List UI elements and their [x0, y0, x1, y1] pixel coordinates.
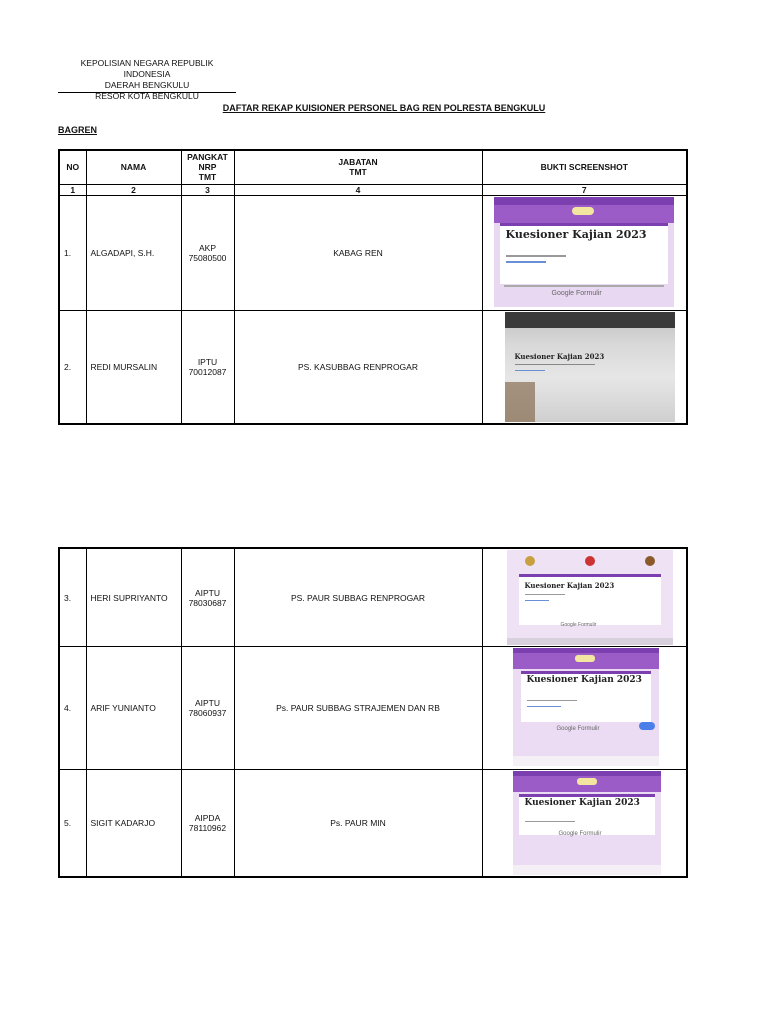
screenshot-form-title: Kuesioner Kajian 2023 [526, 675, 642, 685]
table-header-row [59, 150, 687, 184]
screenshot-form-title: Kuesioner Kajian 2023 [505, 227, 647, 241]
table-row [59, 195, 687, 310]
screenshot-brand: Google Formulir [556, 726, 600, 732]
row-screenshot-cell [482, 548, 687, 647]
row-screenshot-cell [482, 647, 687, 770]
row-jabatan: Ps. PAUR SUBBAG STRAJEMEN DAN RB [234, 647, 482, 770]
header-bukti: BUKTI SCREENSHOT [482, 150, 687, 184]
header-nama: NAMA [86, 150, 181, 184]
header-no: NO [59, 150, 86, 184]
row-pangkat-nrp: AKP 75080500 [181, 195, 234, 310]
document-title: DAFTAR REKAP KUISIONER PERSONEL BAG REN POLRESTA BENGKULU [222, 103, 546, 113]
row-nama: REDI MURSALIN [86, 310, 181, 424]
row-nama: HERI SUPRIYANTO [86, 548, 181, 647]
header-pangkat-nrp-tmt: PANGKAT NRP TMT [181, 150, 234, 184]
screenshot-image [483, 311, 687, 423]
screenshot-brand: Google Formulir [551, 289, 602, 297]
row-nama: ARIF YUNIANTO [86, 647, 181, 770]
col-number: 7 [482, 184, 687, 195]
row-no: 3. [59, 548, 86, 647]
col-number: 3 [181, 184, 234, 195]
row-nama: SIGIT KADARJO [86, 770, 181, 878]
row-screenshot-cell [482, 195, 687, 310]
header-jabatan-tmt: JABATAN TMT [234, 150, 482, 184]
row-pangkat-nrp: AIPTU 78030687 [181, 548, 234, 647]
org-resort: RESOR KOTA BENGKULU [95, 91, 199, 101]
screenshot-brand: Google Formulir [560, 622, 597, 628]
column-number-row [59, 184, 687, 195]
row-screenshot-cell [482, 770, 687, 878]
col-number: 2 [86, 184, 181, 195]
row-nama: ALGADAPI, S.H. [86, 195, 181, 310]
recap-table-page1 [58, 149, 688, 425]
table-row [59, 310, 687, 424]
screenshot-image [483, 770, 687, 876]
screenshot-image [483, 647, 687, 769]
org-region: DAERAH BENGKULU [104, 80, 190, 90]
recap-table-page2 [58, 547, 688, 878]
row-pangkat-nrp: AIPTU 78060937 [181, 647, 234, 770]
letterhead [58, 58, 236, 102]
table-row [59, 647, 687, 770]
screenshot-brand: Google Formulir [558, 831, 602, 837]
row-jabatan: Ps. PAUR MIN [234, 770, 482, 878]
row-pangkat-nrp: IPTU 70012087 [181, 310, 234, 424]
col-number: 1 [59, 184, 86, 195]
row-pangkat-nrp: AIPDA 78110962 [181, 770, 234, 878]
screenshot-form-title: Kuesioner Kajian 2023 [524, 798, 640, 808]
row-jabatan: PS. KASUBBAG RENPROGAR [234, 310, 482, 424]
row-no: 2. [59, 310, 86, 424]
screenshot-image [483, 196, 687, 310]
table-row [59, 548, 687, 647]
screenshot-form-title: Kuesioner Kajian 2023 [524, 581, 615, 590]
letterhead-underline [58, 92, 236, 93]
screenshot-form-title: Kuesioner Kajian 2023 [514, 351, 605, 361]
row-jabatan: PS. PAUR SUBBAG RENPROGAR [234, 548, 482, 647]
row-no: 1. [59, 195, 86, 310]
screenshot-image [483, 549, 687, 646]
org-name: KEPOLISIAN NEGARA REPUBLIK INDONESIA [80, 58, 214, 79]
col-number: 4 [234, 184, 482, 195]
table-row [59, 770, 687, 878]
row-screenshot-cell [482, 310, 687, 424]
unit-label: BAGREN [58, 125, 98, 135]
row-jabatan: KABAG REN [234, 195, 482, 310]
row-no: 4. [59, 647, 86, 770]
row-no: 5. [59, 770, 86, 878]
